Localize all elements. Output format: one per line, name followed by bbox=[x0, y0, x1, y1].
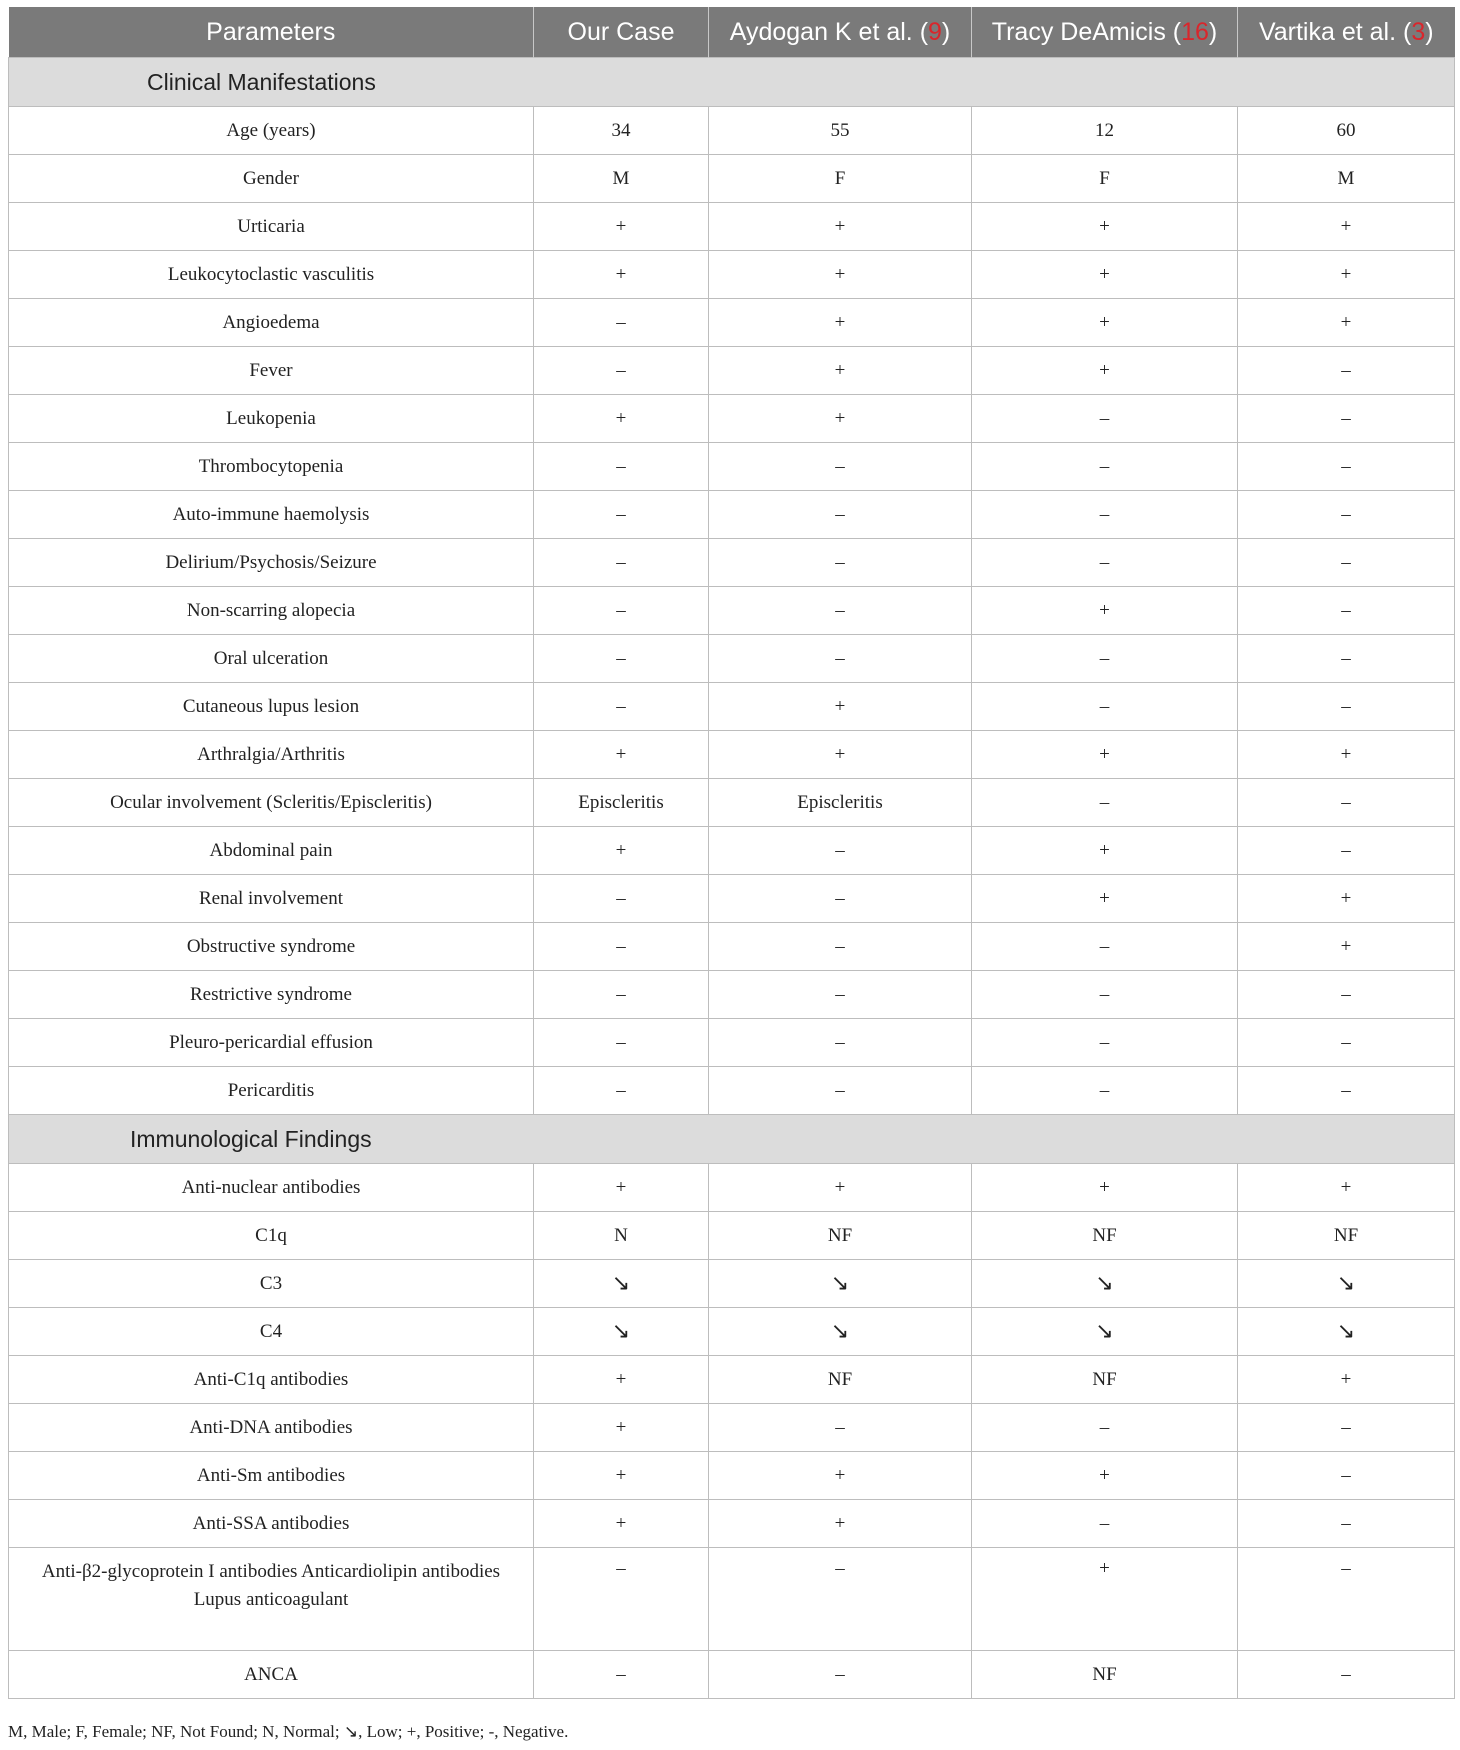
value-cell bbox=[709, 1308, 972, 1356]
column-header-label: Tracy DeAmicis ( bbox=[991, 17, 1182, 46]
parameter-line: Lupus anticoagulant bbox=[193, 1589, 349, 1610]
value-cell: – bbox=[534, 683, 709, 731]
value-cell: – bbox=[534, 971, 709, 1019]
low-arrow-icon: ↘ bbox=[830, 1271, 850, 1296]
value-cell: – bbox=[972, 683, 1238, 731]
value-cell: – bbox=[534, 299, 709, 347]
section-header-row bbox=[9, 58, 1455, 107]
low-arrow-icon: ↘ bbox=[611, 1319, 631, 1344]
table-row bbox=[9, 683, 1455, 731]
table-row bbox=[9, 395, 1455, 443]
parameter-cell: Non-scarring alopecia bbox=[9, 587, 534, 635]
value-cell: + bbox=[972, 827, 1238, 875]
value-cell bbox=[1238, 1260, 1455, 1308]
parameter-cell: C1q bbox=[9, 1212, 534, 1260]
value-cell: + bbox=[534, 203, 709, 251]
table-row bbox=[9, 923, 1455, 971]
value-cell: + bbox=[709, 203, 972, 251]
parameter-cell: Gender bbox=[9, 155, 534, 203]
value-cell: – bbox=[709, 971, 972, 1019]
column-header-0 bbox=[9, 7, 534, 58]
table-row bbox=[9, 251, 1455, 299]
table-row bbox=[9, 1019, 1455, 1067]
table-row bbox=[9, 1356, 1455, 1404]
table-row bbox=[9, 971, 1455, 1019]
column-header-label: Our Case bbox=[567, 17, 675, 46]
value-cell: 55 bbox=[709, 107, 972, 155]
value-cell: – bbox=[534, 1651, 709, 1699]
table-row bbox=[9, 1548, 1455, 1651]
table-row bbox=[9, 779, 1455, 827]
value-cell: – bbox=[534, 491, 709, 539]
value-cell: Episcleritis bbox=[534, 779, 709, 827]
value-cell: – bbox=[534, 875, 709, 923]
value-cell: + bbox=[972, 1548, 1238, 1651]
value-cell: + bbox=[972, 251, 1238, 299]
value-cell: Episcleritis bbox=[709, 779, 972, 827]
reference-close-paren: ) bbox=[1425, 17, 1434, 46]
value-cell: – bbox=[534, 587, 709, 635]
value-cell: + bbox=[534, 1356, 709, 1404]
parameter-cell: Arthralgia/Arthritis bbox=[9, 731, 534, 779]
parameter-cell: Delirium/Psychosis/Seizure bbox=[9, 539, 534, 587]
value-cell: – bbox=[709, 1019, 972, 1067]
value-cell: + bbox=[972, 299, 1238, 347]
value-cell: – bbox=[1238, 779, 1455, 827]
reference-close-paren: ) bbox=[1208, 17, 1218, 46]
value-cell: – bbox=[972, 971, 1238, 1019]
parameter-cell: Pericarditis bbox=[9, 1067, 534, 1115]
parameter-cell: Urticaria bbox=[9, 203, 534, 251]
parameter-cell: Abdominal pain bbox=[9, 827, 534, 875]
value-cell: M bbox=[1238, 155, 1455, 203]
value-cell bbox=[972, 1308, 1238, 1356]
parameter-cell: Obstructive syndrome bbox=[9, 923, 534, 971]
parameter-cell: Angioedema bbox=[9, 299, 534, 347]
table-row bbox=[9, 731, 1455, 779]
value-cell: – bbox=[534, 443, 709, 491]
table-row bbox=[9, 203, 1455, 251]
value-cell: – bbox=[1238, 1548, 1455, 1651]
parameter-cell: Cutaneous lupus lesion bbox=[9, 683, 534, 731]
low-arrow-icon: ↘ bbox=[1095, 1271, 1114, 1296]
parameter-cell: Anti-C1q antibodies bbox=[9, 1356, 534, 1404]
value-cell: + bbox=[1238, 1164, 1455, 1212]
value-cell: + bbox=[709, 395, 972, 443]
parameter-cell: Oral ulceration bbox=[9, 635, 534, 683]
value-cell: NF bbox=[972, 1651, 1238, 1699]
value-cell: – bbox=[1238, 1651, 1455, 1699]
value-cell: – bbox=[709, 635, 972, 683]
value-cell: + bbox=[709, 1452, 972, 1500]
value-cell: – bbox=[709, 491, 972, 539]
value-cell: – bbox=[972, 1404, 1238, 1452]
value-cell: – bbox=[709, 1067, 972, 1115]
value-cell: 60 bbox=[1238, 107, 1455, 155]
parameter-cell: Leukocytoclastic vasculitis bbox=[9, 251, 534, 299]
value-cell: + bbox=[972, 731, 1238, 779]
value-cell: – bbox=[972, 443, 1238, 491]
parameter-cell: C3 bbox=[9, 1260, 534, 1308]
value-cell: – bbox=[709, 923, 972, 971]
value-cell: + bbox=[972, 875, 1238, 923]
value-cell: + bbox=[534, 731, 709, 779]
value-cell: – bbox=[534, 539, 709, 587]
table-row bbox=[9, 1308, 1455, 1356]
column-header-1 bbox=[534, 7, 709, 58]
value-cell: NF bbox=[709, 1212, 972, 1260]
parameter-cell: Anti-Sm antibodies bbox=[9, 1452, 534, 1500]
value-cell: + bbox=[1238, 923, 1455, 971]
parameter-cell: Restrictive syndrome bbox=[9, 971, 534, 1019]
value-cell: – bbox=[1238, 587, 1455, 635]
value-cell: – bbox=[972, 779, 1238, 827]
value-cell: 12 bbox=[972, 107, 1238, 155]
value-cell: – bbox=[709, 1548, 972, 1651]
parameter-cell: Anti-SSA antibodies bbox=[9, 1500, 534, 1548]
value-cell: – bbox=[1238, 539, 1455, 587]
value-cell: – bbox=[534, 1548, 709, 1651]
column-header-2 bbox=[709, 7, 972, 58]
value-cell: – bbox=[972, 1019, 1238, 1067]
value-cell: – bbox=[972, 635, 1238, 683]
value-cell: – bbox=[534, 347, 709, 395]
value-cell: NF bbox=[709, 1356, 972, 1404]
value-cell: – bbox=[972, 1067, 1238, 1115]
section-title: Clinical Manifestations bbox=[9, 58, 1455, 107]
parameter-cell: Leukopenia bbox=[9, 395, 534, 443]
value-cell: NF bbox=[1238, 1212, 1455, 1260]
value-cell: + bbox=[1238, 731, 1455, 779]
value-cell: + bbox=[709, 347, 972, 395]
value-cell: + bbox=[709, 683, 972, 731]
comparison-table bbox=[8, 7, 1455, 1699]
value-cell: + bbox=[1238, 1356, 1455, 1404]
value-cell: + bbox=[534, 827, 709, 875]
column-header-label: Vartika et al. ( bbox=[1258, 17, 1412, 46]
value-cell: + bbox=[709, 1164, 972, 1212]
value-cell: + bbox=[709, 1500, 972, 1548]
value-cell: F bbox=[709, 155, 972, 203]
table-row bbox=[9, 635, 1455, 683]
value-cell: – bbox=[972, 491, 1238, 539]
value-cell: – bbox=[534, 923, 709, 971]
column-header-4 bbox=[1238, 7, 1455, 58]
parameter-cell: Pleuro-pericardial effusion bbox=[9, 1019, 534, 1067]
value-cell: F bbox=[972, 155, 1238, 203]
value-cell: – bbox=[1238, 395, 1455, 443]
value-cell: + bbox=[1238, 875, 1455, 923]
table-row bbox=[9, 1651, 1455, 1699]
value-cell: + bbox=[709, 299, 972, 347]
table-row bbox=[9, 1164, 1455, 1212]
value-cell bbox=[534, 1308, 709, 1356]
value-cell: M bbox=[534, 155, 709, 203]
value-cell: – bbox=[1238, 443, 1455, 491]
value-cell: – bbox=[972, 923, 1238, 971]
table-row bbox=[9, 1500, 1455, 1548]
table-row bbox=[9, 1452, 1455, 1500]
low-arrow-icon: ↘ bbox=[1336, 1319, 1356, 1344]
table-row bbox=[9, 827, 1455, 875]
table-row bbox=[9, 539, 1455, 587]
value-cell: – bbox=[1238, 1019, 1455, 1067]
table-row bbox=[9, 155, 1455, 203]
value-cell: – bbox=[534, 1067, 709, 1115]
table-row bbox=[9, 443, 1455, 491]
value-cell: – bbox=[1238, 1067, 1455, 1115]
value-cell: – bbox=[1238, 1500, 1455, 1548]
column-header-3 bbox=[972, 7, 1238, 58]
value-cell: – bbox=[1238, 971, 1455, 1019]
value-cell: – bbox=[1238, 635, 1455, 683]
table-row bbox=[9, 299, 1455, 347]
parameter-cell: Anti-nuclear antibodies bbox=[9, 1164, 534, 1212]
table-row bbox=[9, 107, 1455, 155]
value-cell bbox=[1238, 1308, 1455, 1356]
value-cell: + bbox=[534, 1500, 709, 1548]
value-cell: NF bbox=[972, 1212, 1238, 1260]
low-arrow-icon: ↘ bbox=[1095, 1319, 1114, 1344]
reference-number[interactable]: 16 bbox=[1181, 17, 1209, 46]
value-cell: – bbox=[1238, 491, 1455, 539]
value-cell: – bbox=[972, 539, 1238, 587]
value-cell: 34 bbox=[534, 107, 709, 155]
low-arrow-icon: ↘ bbox=[611, 1271, 631, 1296]
value-cell: – bbox=[1238, 347, 1455, 395]
value-cell: + bbox=[709, 251, 972, 299]
value-cell: – bbox=[709, 443, 972, 491]
value-cell: + bbox=[1238, 251, 1455, 299]
reference-number[interactable]: 9 bbox=[928, 17, 942, 46]
reference-close-paren: ) bbox=[941, 17, 951, 46]
value-cell: – bbox=[709, 587, 972, 635]
value-cell: – bbox=[709, 827, 972, 875]
table-header-row bbox=[9, 7, 1455, 58]
value-cell: – bbox=[1238, 683, 1455, 731]
value-cell: – bbox=[709, 1404, 972, 1452]
value-cell: + bbox=[534, 1164, 709, 1212]
parameter-cell: Renal involvement bbox=[9, 875, 534, 923]
table-row bbox=[9, 491, 1455, 539]
parameter-cell: Age (years) bbox=[9, 107, 534, 155]
value-cell: + bbox=[972, 1452, 1238, 1500]
parameter-cell bbox=[9, 1548, 534, 1651]
parameter-cell: Auto-immune haemolysis bbox=[9, 491, 534, 539]
parameter-cell: Ocular involvement (Scleritis/Episcleritis) bbox=[9, 779, 534, 827]
value-cell: – bbox=[709, 1651, 972, 1699]
value-cell: + bbox=[972, 203, 1238, 251]
value-cell bbox=[972, 1260, 1238, 1308]
value-cell: – bbox=[1238, 1404, 1455, 1452]
table-row bbox=[9, 1404, 1455, 1452]
value-cell: + bbox=[534, 395, 709, 443]
parameter-cell: Fever bbox=[9, 347, 534, 395]
table-row bbox=[9, 1212, 1455, 1260]
parameter-line: Anti-β2-glycoprotein I antibodies Anticardiolipin antibodies bbox=[41, 1561, 501, 1582]
table-body bbox=[9, 58, 1455, 1699]
value-cell: + bbox=[972, 347, 1238, 395]
low-arrow-icon: ↘ bbox=[830, 1319, 850, 1344]
reference-number[interactable]: 3 bbox=[1411, 17, 1426, 46]
table-row bbox=[9, 875, 1455, 923]
section-header-row bbox=[9, 1115, 1455, 1164]
column-header-label: Parameters bbox=[206, 17, 336, 46]
value-cell: + bbox=[709, 731, 972, 779]
value-cell: + bbox=[534, 1404, 709, 1452]
value-cell: NF bbox=[972, 1356, 1238, 1404]
value-cell: – bbox=[534, 1019, 709, 1067]
parameter-cell: C4 bbox=[9, 1308, 534, 1356]
value-cell: + bbox=[534, 251, 709, 299]
value-cell: – bbox=[709, 539, 972, 587]
table-row bbox=[9, 1260, 1455, 1308]
table-footnote: M, Male; F, Female; NF, Not Found; N, Normal; ↘, Low; +, Positive; -, Negative. bbox=[8, 1722, 569, 1741]
value-cell bbox=[709, 1260, 972, 1308]
value-cell: – bbox=[1238, 1452, 1455, 1500]
value-cell: + bbox=[1238, 203, 1455, 251]
value-cell bbox=[534, 1260, 709, 1308]
value-cell: + bbox=[534, 1452, 709, 1500]
value-cell: – bbox=[709, 875, 972, 923]
value-cell: + bbox=[972, 1164, 1238, 1212]
value-cell: – bbox=[972, 395, 1238, 443]
value-cell: + bbox=[972, 587, 1238, 635]
value-cell: + bbox=[1238, 299, 1455, 347]
parameter-cell: Anti-DNA antibodies bbox=[9, 1404, 534, 1452]
value-cell: – bbox=[534, 635, 709, 683]
column-header-label: Aydogan K et al. ( bbox=[729, 17, 929, 46]
value-cell: N bbox=[534, 1212, 709, 1260]
section-title: Immunological Findings bbox=[9, 1115, 1455, 1164]
table-row bbox=[9, 347, 1455, 395]
parameter-cell: Thrombocytopenia bbox=[9, 443, 534, 491]
value-cell: – bbox=[1238, 827, 1455, 875]
table-row bbox=[9, 1067, 1455, 1115]
comparison-table-container bbox=[8, 7, 1454, 1699]
low-arrow-icon: ↘ bbox=[1336, 1271, 1356, 1296]
table-row bbox=[9, 587, 1455, 635]
parameter-cell: ANCA bbox=[9, 1651, 534, 1699]
value-cell: – bbox=[972, 1500, 1238, 1548]
